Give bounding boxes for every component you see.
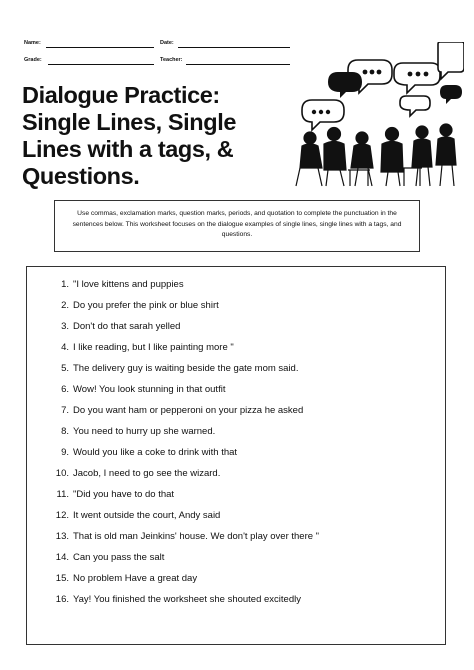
item-number: 12.	[55, 510, 69, 521]
item-text: Would you like a coke to drink with that	[73, 447, 238, 458]
item-number: 15.	[55, 573, 69, 584]
speech-bubble-icon	[302, 42, 464, 130]
sentence-list	[26, 266, 446, 645]
item-text: That is old man Jeinkins' house. We don't play over there "	[73, 531, 320, 542]
name-label: Name:	[24, 40, 41, 46]
teacher-line[interactable]	[186, 64, 290, 65]
item-text: Can you pass the salt	[73, 552, 165, 563]
item-text: Yay! You finished the worksheet she shouted excitedly	[73, 594, 301, 605]
item-number: 6.	[61, 384, 69, 395]
item-text: It went outside the court, Andy said	[73, 510, 221, 521]
item-text: "I love kittens and puppies	[73, 279, 184, 290]
item-number: 3.	[61, 321, 69, 332]
teacher-label: Teacher:	[160, 57, 183, 63]
people-silhouettes-icon	[296, 124, 456, 186]
item-number: 16.	[55, 594, 69, 605]
page-title: Dialogue Practice: Single Lines, Single Lines with a tags, & Questions.	[22, 82, 236, 189]
item-text: I like reading, but I like painting more "	[73, 342, 234, 353]
item-number: 11.	[56, 489, 69, 500]
date-line[interactable]	[178, 47, 290, 48]
grade-line[interactable]	[48, 64, 154, 65]
item-text: Don't do that sarah yelled	[73, 321, 181, 332]
item-number: 8.	[61, 426, 69, 437]
item-number: 2.	[61, 300, 69, 311]
item-text: Do you want ham or pepperoni on your pizza he asked	[73, 405, 304, 416]
item-text: Jacob, I need to go see the wizard.	[73, 468, 221, 479]
item-text: Do you prefer the pink or blue shirt	[73, 300, 219, 311]
instructions-box	[54, 200, 420, 252]
item-number: 10.	[55, 468, 69, 479]
grade-label: Grade:	[24, 57, 42, 63]
item-text: Wow! You look stunning in that outfit	[73, 384, 226, 395]
instructions-text: Use commas, exclamation marks, question marks, periods, and quotation to complete the punctuation in the sentences below. This worksheet focuses on the dialogue examples of single lines, single lines with a tags, and questions.	[72, 210, 402, 238]
item-text: You need to hurry up she warned.	[73, 426, 216, 437]
item-number: 9.	[61, 447, 69, 458]
people-talking-illustration	[288, 42, 464, 188]
item-number: 5.	[61, 363, 69, 374]
item-number: 14.	[55, 552, 69, 563]
item-text: The delivery guy is waiting beside the gate mom said.	[73, 363, 299, 374]
item-text: "Did you have to do that	[73, 489, 175, 500]
name-line[interactable]	[46, 47, 154, 48]
date-label: Date:	[160, 40, 174, 46]
item-number: 1.	[61, 279, 69, 290]
item-number: 4.	[61, 342, 69, 353]
item-text: No problem Have a great day	[73, 573, 198, 584]
item-number: 7.	[61, 405, 69, 416]
item-number: 13.	[55, 531, 69, 542]
